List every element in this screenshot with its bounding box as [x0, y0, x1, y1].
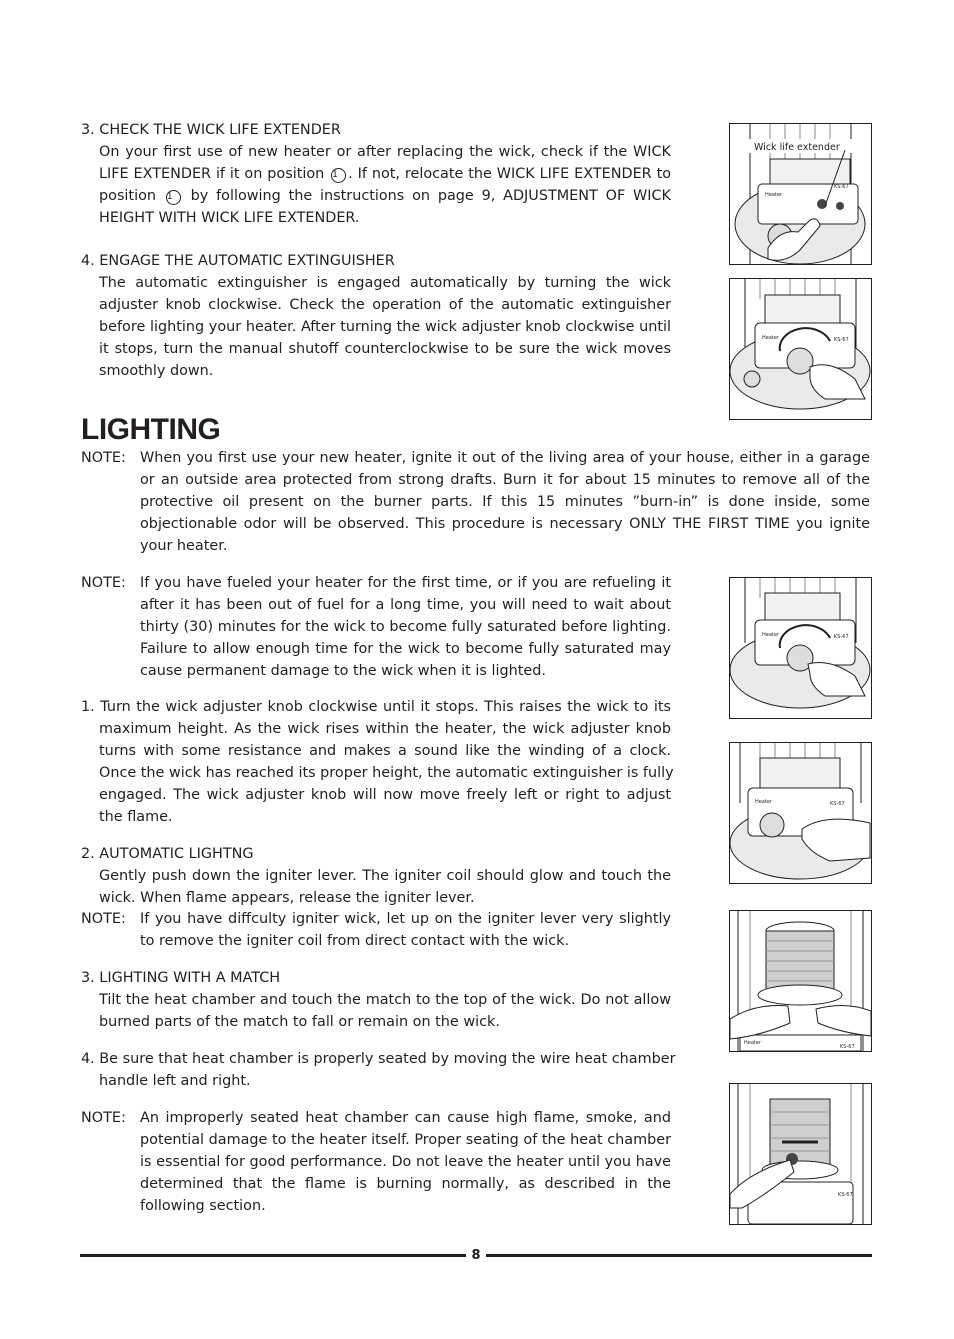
step2-line: wick. When flame appears, release the igniter lever.: [99, 889, 475, 906]
heater-illustration: [730, 578, 871, 718]
heater-illustration: [730, 124, 871, 264]
step2-heading: 2. AUTOMATIC LIGHTNG: [81, 846, 254, 862]
note2-line: If you have fueled your heater for the first time, or if you are refueling it: [140, 575, 671, 591]
note1-line: or an outside area protected from strong drafts. Burn it for about 15 minutes to remove all of the: [140, 471, 870, 488]
section4-heading: 4. ENGAGE THE AUTOMATIC EXTINGUISHER: [81, 253, 395, 269]
panel-label: Heater: [762, 632, 779, 638]
panel-label: Heater: [765, 192, 782, 198]
section3-line-4: HEIGHT WITH WICK LIFE EXTENDER.: [99, 209, 360, 226]
note2-line: after it has been out of fuel for a long time, you will need to wait about: [140, 596, 671, 613]
step3-line: Tilt the heat chamber and touch the match to the top of the wick. Do not allow: [99, 992, 671, 1008]
lighting-title: LIGHTING: [81, 413, 221, 446]
panel-label: Heater: [762, 335, 779, 341]
note3-line: If you have diffculty igniter wick, let up on the igniter lever very slightly: [140, 911, 671, 927]
footer-rule-left: [80, 1254, 466, 1257]
note-label: NOTE:: [81, 1110, 126, 1126]
step1-line: Once the wick has reached its proper height, the automatic extinguisher is fully: [99, 764, 674, 781]
model-label: KS-67: [834, 184, 849, 190]
note1-line: protective oil present on the burner parts. If this 15 minutes ”burn-in” is done inside, some: [140, 493, 870, 510]
section4-line: it stops, turn the manual shutoff counterclockwise to be sure the wick moves: [99, 340, 671, 357]
note-label: NOTE:: [81, 450, 126, 466]
model-label: KS-67: [840, 1044, 855, 1050]
step1-line: engaged. The wick adjuster knob will now move freely left or right to adjust: [99, 786, 671, 803]
step3-body: [99, 990, 671, 1034]
step1-line: maximum height. As the wick rises within the heater, the wick adjuster knob: [99, 720, 671, 737]
heater-illustration: [730, 1084, 871, 1224]
heater-illustration: [730, 279, 871, 419]
model-label: KS-67: [834, 337, 849, 343]
section4-body: [99, 273, 671, 383]
note1-line: When you first use your new heater, ignite it out of the living area of your house, either in a garage: [140, 450, 870, 466]
section3-line-1: On your first use of new heater or after replacing the wick, check if the WICK: [99, 144, 671, 160]
note4-line: following section.: [140, 1197, 266, 1214]
panel-label: Heater: [744, 1040, 761, 1046]
step2-body: [99, 866, 671, 910]
note2-line: Failure to allow enough time for the wick to become fully saturated may: [140, 640, 671, 657]
step3-heading: 3. LIGHTING WITH A MATCH: [81, 970, 281, 986]
step4-line: 4. Be sure that heat chamber is properly seated by moving the wire heat chamber: [81, 1051, 676, 1067]
position-1-mark: 1: [166, 190, 181, 205]
note4-line: is essential for good performance. Do not leave the heater until you have: [140, 1153, 671, 1170]
section4-line: adjuster knob clockwise. Check the operation of the automatic extinguisher: [99, 296, 671, 313]
step1-body: [81, 697, 674, 828]
step3-line: burned parts of the match to fall or remain on the wick.: [99, 1013, 500, 1030]
position-1-mark: 1: [331, 168, 346, 183]
figure-wick-life-extender: [729, 123, 872, 265]
figure-automatic-extinguisher: [729, 278, 872, 420]
model-label: KS-67: [830, 801, 845, 807]
step1-line: 1. Turn the wick adjuster knob clockwise until it stops. This raises the wick to its: [81, 699, 671, 715]
note2-line: cause permanent damage to the wick when it is lighted.: [140, 662, 546, 679]
step2-line: Gently push down the igniter lever. The igniter coil should glow and touch the: [99, 868, 671, 884]
note1-line: objectionable odor will be observed. This procedure is necessary ONLY THE FIRST TIME you ignite: [140, 515, 870, 532]
page-number: 8: [471, 1248, 481, 1263]
step1-line: turns with some resistance and makes a sound like the winding of a clock.: [99, 742, 671, 759]
section3-body: [99, 142, 671, 230]
section4-line: smoothly down.: [99, 362, 214, 379]
section3-heading: 3. CHECK THE WICK LIFE EXTENDER: [81, 122, 341, 138]
model-label: KS-67: [838, 1192, 853, 1198]
note1-body: [140, 448, 870, 558]
note4-line: potential damage to the heater itself. Proper seating of the heat chamber: [140, 1131, 671, 1148]
section4-line: before lighting your heater. After turning the wick adjuster knob clockwise until: [99, 318, 671, 335]
figure-heat-chamber-handle: [729, 1083, 872, 1225]
note1-line: your heater.: [140, 537, 228, 554]
heater-illustration: [730, 911, 871, 1051]
step4-body: [81, 1049, 676, 1093]
note3-line: to remove the igniter coil from direct contact with the wick.: [140, 932, 570, 949]
note2-body: [140, 573, 671, 683]
panel-label: Heater: [755, 799, 772, 805]
heater-illustration: [730, 743, 871, 883]
footer-rule-right: [486, 1254, 872, 1257]
note-label: NOTE:: [81, 911, 126, 927]
step1-line: the flame.: [99, 808, 173, 825]
note-label: NOTE:: [81, 575, 126, 591]
step4-line: handle left and right.: [99, 1072, 251, 1089]
figure-wick-adjuster-knob: [729, 577, 872, 719]
model-label: KS-67: [834, 634, 849, 640]
section4-line: The automatic extinguisher is engaged automatically by turning the wick: [99, 275, 671, 291]
section3-line-3: position 1 by following the instructions on page 9, ADJUSTMENT OF WICK: [99, 187, 671, 204]
section3-line-2: LIFE EXTENDER if it on position 1 . If not, relocate the WICK LIFE EXTENDER to: [99, 165, 672, 182]
note3-body: [140, 909, 671, 953]
wick-life-extender-callout: Wick life extender: [754, 142, 840, 153]
note4-line: determined that the flame is burning normally, as described in the: [140, 1175, 671, 1192]
figure-igniter-lever: [729, 742, 872, 884]
figure-lighting-with-match: [729, 910, 872, 1052]
note4-line: An improperly seated heat chamber can cause high flame, smoke, and: [140, 1110, 671, 1126]
note2-line: thirty (30) minutes for the wick to become fully saturated before lighting.: [140, 618, 671, 635]
note4-body: [140, 1108, 671, 1218]
